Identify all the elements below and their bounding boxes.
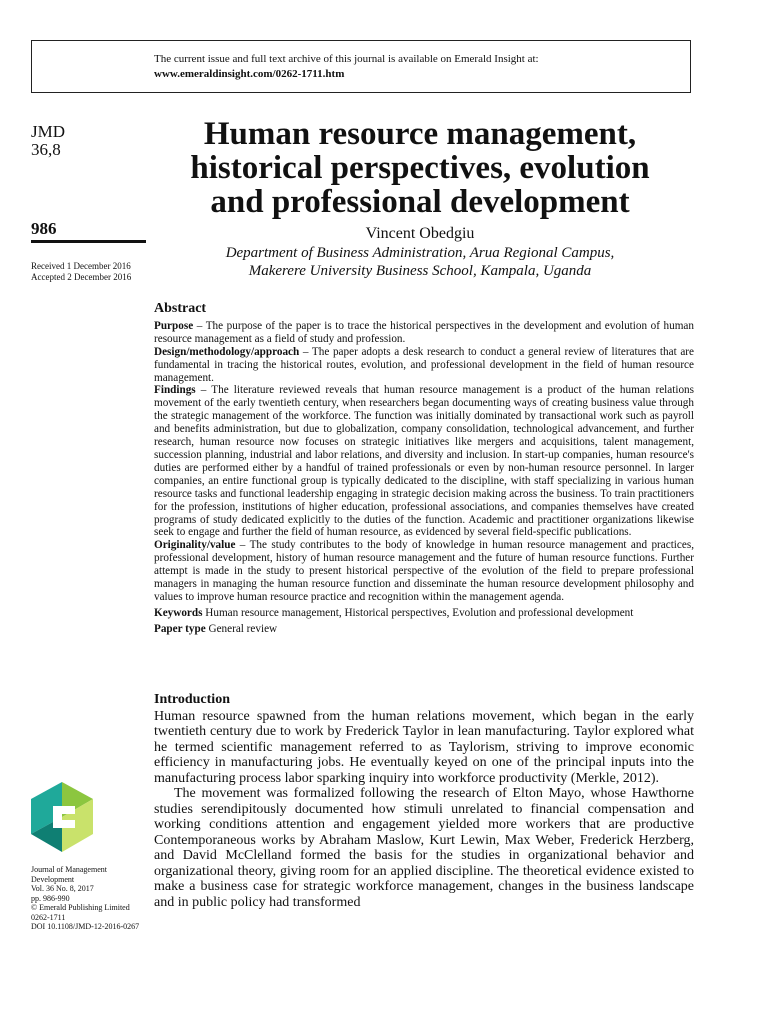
abstract-design <box>154 346 694 385</box>
title-line: historical perspectives, evolution <box>190 150 650 186</box>
article-title <box>150 117 690 219</box>
design-text: – The paper adopts a desk research to conduct a general review of literatures that are fundamental in tracing the historical routes, evolution, and professional development in the field of human resource management. <box>154 345 694 384</box>
page-number: 986 <box>31 219 57 238</box>
page-number-rule <box>31 240 146 243</box>
journal-info-line: © Emerald Publishing Limited <box>31 903 130 912</box>
purpose-label: Purpose <box>154 319 194 332</box>
design-label: Design/methodology/approach <box>154 345 300 358</box>
papertype-label: Paper type <box>154 622 206 635</box>
doi-link[interactable]: DOI 10.1108/JMD-12-2016-0267 <box>31 922 140 931</box>
accepted-date: Accepted 2 December 2016 <box>31 272 132 282</box>
author-name: Vincent Obedgiu <box>365 225 475 242</box>
abstract-findings <box>154 384 694 539</box>
journal-volume-issue: 36,8 <box>31 140 61 159</box>
journal-info-block <box>31 865 146 932</box>
affiliation-line: Makerere University Business School, Kampala, Uganda <box>248 263 592 279</box>
title-line: and professional development <box>210 184 630 220</box>
introduction-section <box>154 692 694 910</box>
papertype-text: General review <box>205 622 278 635</box>
received-date: Received 1 December 2016 <box>31 261 131 271</box>
abstract-purpose <box>154 320 694 346</box>
journal-info-line: 0262-1711 <box>31 912 66 922</box>
journal-info-line: Journal of Management <box>31 865 107 874</box>
journal-info-line: Vol. 36 No. 8, 2017 <box>31 884 94 893</box>
emerald-logo-icon <box>31 782 93 852</box>
abstract-section <box>154 303 694 636</box>
abstract-paper-type <box>154 623 694 636</box>
journal-abbrev: JMD <box>31 122 66 141</box>
abstract-heading: Abstract <box>154 301 207 316</box>
originality-text: – The study contributes to the body of knowledge in human resource management and practices, professional development, history of human resource management and the future of human resource functions. Further attempt is made in the study to present historical perspective of the evolution of the field to prepare professional managers in managing the human resource function and disseminate the human resource development philosophy and values to improve human resource practice and recognition within the management agenda. <box>154 539 694 603</box>
purpose-text: – The purpose of the paper is to trace the historical perspectives in the development and evolution of human resource management as a field of study and profession. <box>154 319 694 345</box>
header-url-link[interactable]: www.emeraldinsight.com/0262-1711.htm <box>154 68 345 80</box>
header-box <box>31 40 691 93</box>
journal-info-line: Development <box>31 874 75 884</box>
article-dates <box>31 261 131 283</box>
originality-label: Originality/value <box>154 539 236 552</box>
abstract-originality <box>154 539 694 604</box>
abstract-keywords <box>154 607 694 620</box>
author-affiliation <box>150 244 690 280</box>
title-line: Human resource management, <box>203 116 637 152</box>
introduction-paragraph: The movement was formalized following the research of Elton Mayo, whose Hawthorne studies serendipitously documented how stimuli unrelated to financial compensation and working conditions attention and engagement yielded more workers that are productive Contemporaneous works by Abraham Maslow, Kurt Lewin, Max Weber, Frederick Herzberg, and David McClelland formed the basis for the studies in organizational behavior and organizational theory, giving room for an applied discipline. The theoretical evidence existed to make a business case for strategic workforce management, changes in the business landscape and in public policy had transformed <box>154 786 694 910</box>
findings-label: Findings <box>154 384 196 397</box>
header-availability-text: The current issue and full text archive of this journal is available on Emerald Insight at: <box>154 53 539 65</box>
introduction-heading: Introduction <box>154 692 230 707</box>
keywords-text: Human resource management, Historical perspectives, Evolution and professional development <box>202 606 634 619</box>
findings-text: – The literature reviewed reveals that human resource management is a product of the human relations movement of the early twentieth century, when researchers began documenting ways of creating business value through the strategic management of the workforce. The function was initially dominated by transactional work such as payroll and benefits administration, but due to globalization, company consolidation, technological advancement, and further research, human resource now focuses on strategic initiatives like mergers and acquisitions, talent management, succession planning, industrial and labor relations, and diversity and inclusion. In start-up companies, human resource's duties are performed either by a handful of trained professionals or even by non-human resource personnel. In larger companies, an entire functional group is typically dedicated to the discipline, with staff specializing in various human resource tasks and functional leadership engaging in strategic decision making across the business. To train practitioners for the profession, institutions of higher education, professional associations, and companies themselves have created programs of study dedicated explicitly to the duties of the function. Academic and practitioner organizations likewise seek to engage and further the field of human resource, as evidenced by several field-specific publications. <box>154 384 694 539</box>
introduction-paragraph: Human resource spawned from the human relations movement, which began in the early twentieth century due to work by Frederick Taylor in lean manufacturing. Taylor explored what he termed scientific management referred to as Taylorism, striving to improve economic efficiency in manufacturing jobs. He eventually keyed on one of the principal inputs into the manufacturing process labor sparking inquiry into workforce productivity (Merkle, 2012). <box>154 708 694 786</box>
journal-info-line: pp. 986-990 <box>31 893 70 903</box>
affiliation-line: Department of Business Administration, Arua Regional Campus, <box>225 245 615 261</box>
keywords-label: Keywords <box>154 606 203 619</box>
